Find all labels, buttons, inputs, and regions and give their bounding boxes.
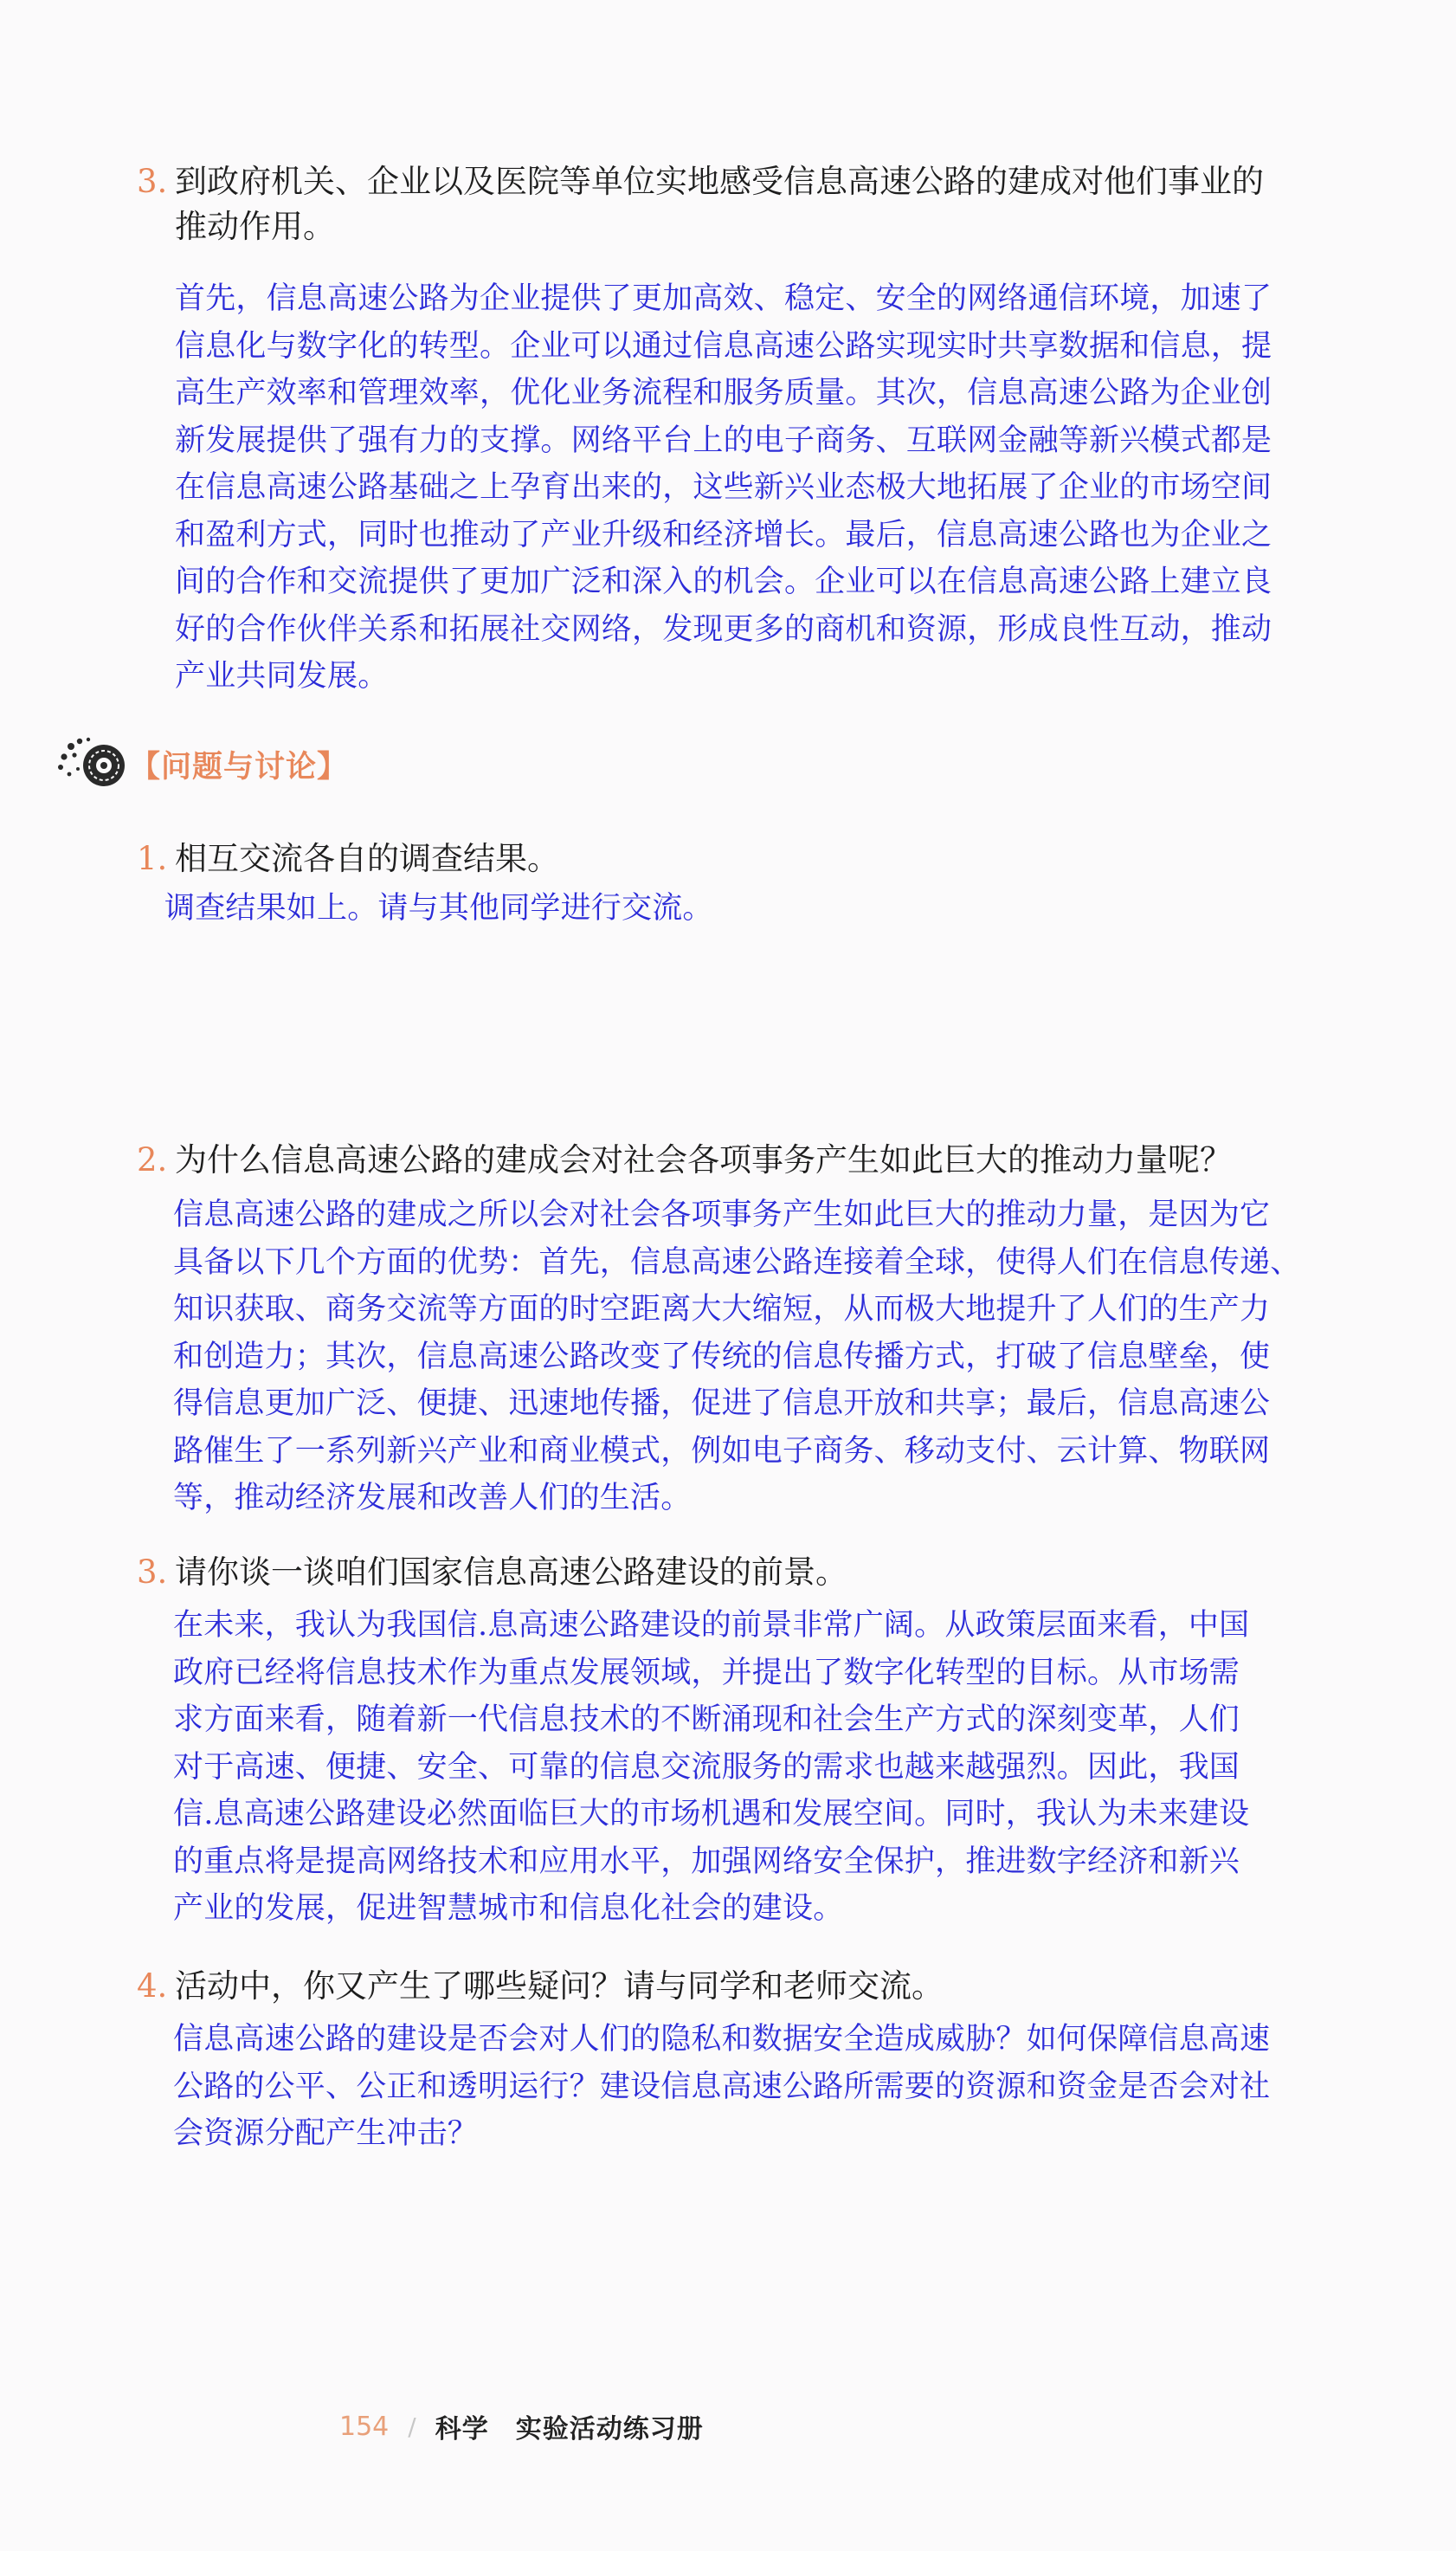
- section-heading: [52, 734, 348, 795]
- answer-line: 在未来，我认为我国信.息高速公路建设的前景非常广阔。从政策层面来看，中国: [173, 1608, 1250, 1643]
- question-text-cont: 推动作用。: [175, 208, 335, 245]
- question-number: 4.: [137, 1967, 168, 2005]
- answer-line: 在信息高速公路基础之上孕育出来的，这些新兴业态极大地拓展了企业的市场空间: [175, 470, 1272, 505]
- question-text: 请你谈一谈咱们国家信息高速公路建设的前景。: [175, 1553, 847, 1591]
- answer-line: 会资源分配产生冲击？: [173, 2116, 479, 2151]
- answer-line: 政府已经将信息技术作为重点发展领域，并提出了数字化转型的目标。从市场需: [173, 1655, 1240, 1690]
- answer-line: 得信息更加广泛、便捷、迅速地传播，促进了信息开放和共享；最后，信息高速公: [173, 1386, 1271, 1421]
- discussion-answer-3: [173, 1602, 1420, 1933]
- question-text: 相互交流各自的调查结果。: [175, 840, 559, 877]
- answer-line: 间的合作和交流提供了更加广泛和深入的机会。企业可以在信息高速公路上建立良: [175, 565, 1272, 599]
- answer-line: 路催生了一系列新兴产业和商业模式，例如电子商务、移动支付、云计算、物联网: [173, 1433, 1271, 1469]
- answer-line: 新发展提供了强有力的支撑。网络平台上的电子商务、互联网金融等新兴模式都是: [175, 423, 1272, 458]
- answer-line: 和创造力；其次，信息高速公路改变了传统的信息传播方式，打破了信息壁垒，使: [173, 1339, 1271, 1374]
- answer-line: 信息高速公路的建设是否会对人们的隐私和数据安全造成威胁？如何保障信息高速: [173, 2022, 1271, 2057]
- question-number: 3.: [137, 1553, 168, 1591]
- page-number: 154: [339, 2411, 390, 2442]
- answer-line: 首先，信息高速公路为企业提供了更加高效、稳定、安全的网络通信环境，加速了: [175, 281, 1272, 316]
- discussion-answer-4: [173, 2016, 1420, 2158]
- answer-line: 的重点将是提高网络技术和应用水平，加强网络安全保护，推进数字经济和新兴: [173, 1844, 1240, 1879]
- discussion-icon: [52, 734, 128, 795]
- answer-line: 信息高速公路的建成之所以会对社会各项事务产生如此巨大的推动力量，是因为它: [173, 1198, 1271, 1232]
- answer-line: 信.息高速公路建设必然面临巨大的市场机遇和发展空间。同时，我认为未来建设: [173, 1797, 1250, 1831]
- answer-line: 知识获取、商务交流等方面的时空距离大大缩短，从而极大地提升了人们的生产力: [173, 1292, 1271, 1327]
- discussion-answer-2: [173, 1192, 1437, 1522]
- page-footer: [339, 2407, 704, 2445]
- answer-line: 具备以下几个方面的优势：首先，信息高速公路连接着全球，使得人们在信息传递、: [173, 1244, 1301, 1280]
- answer-line: 信息化与数字化的转型。企业可以通过信息高速公路实现实时共享数据和信息，提: [175, 328, 1272, 364]
- question-item-3-top: [137, 159, 1366, 249]
- question-number: 1.: [137, 840, 168, 877]
- discussion-item-4: [137, 1964, 1366, 2009]
- question-text: 为什么信息高速公路的建成会对社会各项事务产生如此巨大的推动力量呢？: [175, 1141, 1232, 1179]
- book-title: 科学 实验活动练习册: [435, 2414, 704, 2444]
- discussion-item-2: [137, 1138, 1383, 1183]
- answer-line: 等，推动经济发展和改善人们的生活。: [173, 1481, 692, 1515]
- question-number: 2.: [137, 1141, 168, 1179]
- answer-line: 调查结果如上。请与其他同学进行交流。: [164, 891, 713, 926]
- discussion-item-1: [137, 836, 1366, 882]
- answer-line: 和盈利方式，同时也推动了产业升级和经济增长。最后，信息高速公路也为企业之: [175, 517, 1272, 552]
- question-text: 到政府机关、企业以及医院等单位实地感受信息高速公路的建成对他们事业的: [175, 163, 1264, 200]
- discussion-item-3: [137, 1550, 1366, 1595]
- answer-line: 产业共同发展。: [175, 659, 389, 694]
- answer-line: 产业的发展，促进智慧城市和信息化社会的建设。: [173, 1891, 844, 1926]
- section-title: 【问题与讨论】: [130, 750, 349, 785]
- answer-line: 求方面来看，随着新一代信息技术的不断涌现和社会生产方式的深刻变革，人们: [173, 1702, 1240, 1737]
- answer-line: 对于高速、便捷、安全、可靠的信息交流服务的需求也越来越强烈。因此，我国: [173, 1749, 1240, 1785]
- question-text: 活动中，你又产生了哪些疑问？请与同学和老师交流。: [175, 1967, 944, 2005]
- answer-item-3-top: [175, 275, 1421, 701]
- answer-line: 好的合作伙伴关系和拓展社交网络，发现更多的商机和资源，形成良性互动，推动: [175, 611, 1272, 647]
- discussion-answer-1: [164, 885, 1411, 933]
- answer-line: 公路的公平、公正和透明运行？建设信息高速公路所需要的资源和资金是否会对社: [173, 2069, 1271, 2104]
- question-number: 3.: [137, 163, 168, 200]
- footer-separator: /: [408, 2412, 416, 2441]
- answer-line: 高生产效率和管理效率，优化业务流程和服务质量。其次，信息高速公路为企业创: [175, 376, 1272, 410]
